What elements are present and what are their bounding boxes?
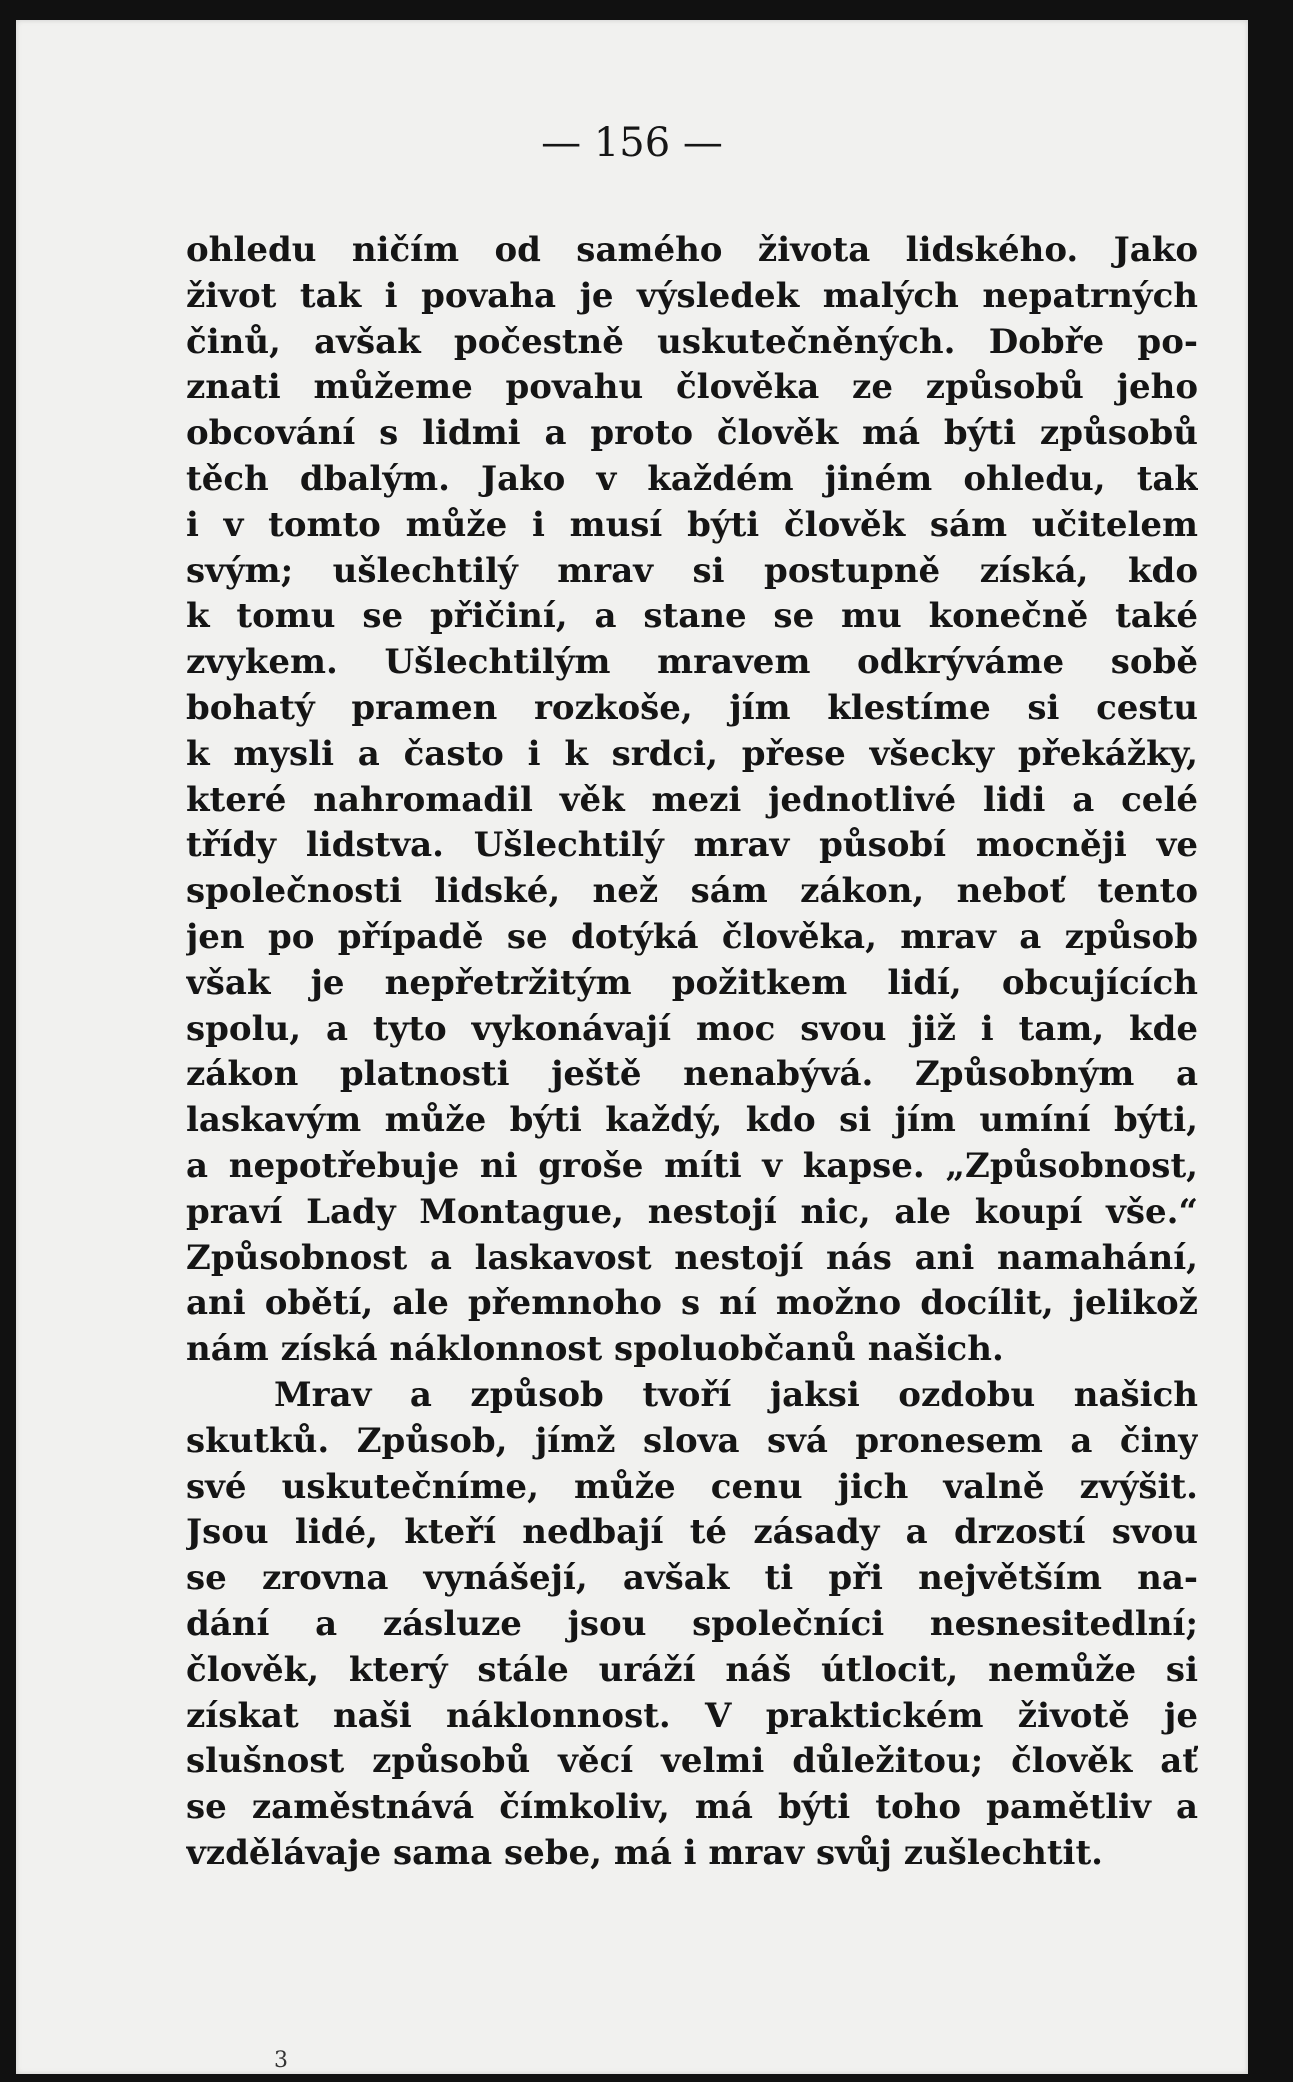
text-line: svým; ušlechtilý mrav si postupně získá, kdo [186, 550, 1198, 591]
text-line: a nepotřebuje ni groše míti v kapse. „Způsobnost, [186, 1145, 1198, 1186]
text-line: ani obětí, ale přemnoho s ní možno docílit, jelikož [186, 1283, 1198, 1324]
text-line: obcování s lidmi a proto člověk má býti způsobů [186, 413, 1198, 454]
text-line: Jsou lidé, kteří nedbají té zásady a drzostí svou [186, 1512, 1198, 1553]
text-line: činů, avšak počestně uskutečněných. Dobře po- [186, 321, 1198, 362]
text-line: však je nepřetržitým požitkem lidí, obcujících [186, 962, 1198, 1003]
paragraph [186, 228, 1198, 1373]
text-line: třídy lidstva. Ušlechtilý mrav působí mocněji ve [186, 825, 1198, 866]
text-line: zvykem. Ušlechtilým mravem odkrýváme sobě [186, 642, 1198, 683]
text-line: bohatý pramen rozkoše, jím klestíme si cestu [186, 687, 1198, 728]
text-line: ohledu ničím od samého života lidského. Jako [186, 230, 1198, 270]
text-line: získat naši náklonnost. V praktickém životě je [186, 1695, 1198, 1736]
text-line: k tomu se přičiní, a stane se mu konečně také [186, 596, 1198, 637]
text-line: dání a zásluze jsou společníci nesnesitedlní; [186, 1603, 1198, 1644]
text-line: se zrovna vynášejí, avšak ti při největším na- [186, 1558, 1198, 1599]
page-number: — 156 — [541, 120, 723, 166]
text-line: které nahromadil věk mezi jednotlivé lidi a celé [186, 779, 1198, 820]
text-line: Mrav a způsob tvoří jaksi ozdobu našich [274, 1374, 1198, 1415]
book-page [16, 20, 1248, 2074]
text-line: těch dbalým. Jako v každém jiném ohledu, tak [186, 458, 1198, 499]
text-line: své uskutečníme, může cenu jich valně zvýšit. [186, 1466, 1198, 1507]
body-text [186, 228, 1198, 1877]
text-line: laskavým může býti každý, kdo si jím umíní býti, [186, 1100, 1198, 1141]
text-line: Způsobnost a laskavost nestojí nás ani namahání, [186, 1237, 1198, 1278]
text-line: spolu, a tyto vykonávají moc svou již i tam, kde [186, 1008, 1198, 1049]
text-line: skutků. Způsob, jímž slova svá pronesem a činy [186, 1420, 1198, 1461]
text-line: zákon platnosti ještě nenabývá. Způsobným a [186, 1054, 1198, 1095]
text-line: nám získá náklonnost spoluobčanů našich. [186, 1329, 1004, 1370]
text-line: slušnost způsobů věcí velmi důležitou; člověk ať [186, 1741, 1198, 1782]
text-line: život tak i povaha je výsledek malých nepatrných [186, 275, 1198, 316]
text-line: člověk, který stále uráží náš útlocit, nemůže si [186, 1649, 1198, 1690]
paragraph [186, 1373, 1198, 1877]
text-line: znati můžeme povahu člověka ze způsobů jeho [186, 367, 1198, 408]
text-line: společnosti lidské, než sám zákon, neboť tento [186, 871, 1198, 912]
text-line: se zaměstnává čímkoliv, má býti toho pamětliv a [186, 1787, 1198, 1828]
text-line: jen po případě se dotýká člověka, mrav a způsob [186, 916, 1198, 957]
text-line: i v tomto může i musí býti člověk sám učitelem [186, 504, 1198, 545]
text-line: praví Lady Montague, nestojí nic, ale koupí vše.“ [186, 1191, 1198, 1232]
text-line: vzdělávaje sama sebe, má i mrav svůj zušlechtit. [186, 1832, 1104, 1873]
text-line: k mysli a často i k srdci, přese všecky překážky, [186, 733, 1198, 774]
signature-mark: 3 [274, 2048, 288, 2073]
